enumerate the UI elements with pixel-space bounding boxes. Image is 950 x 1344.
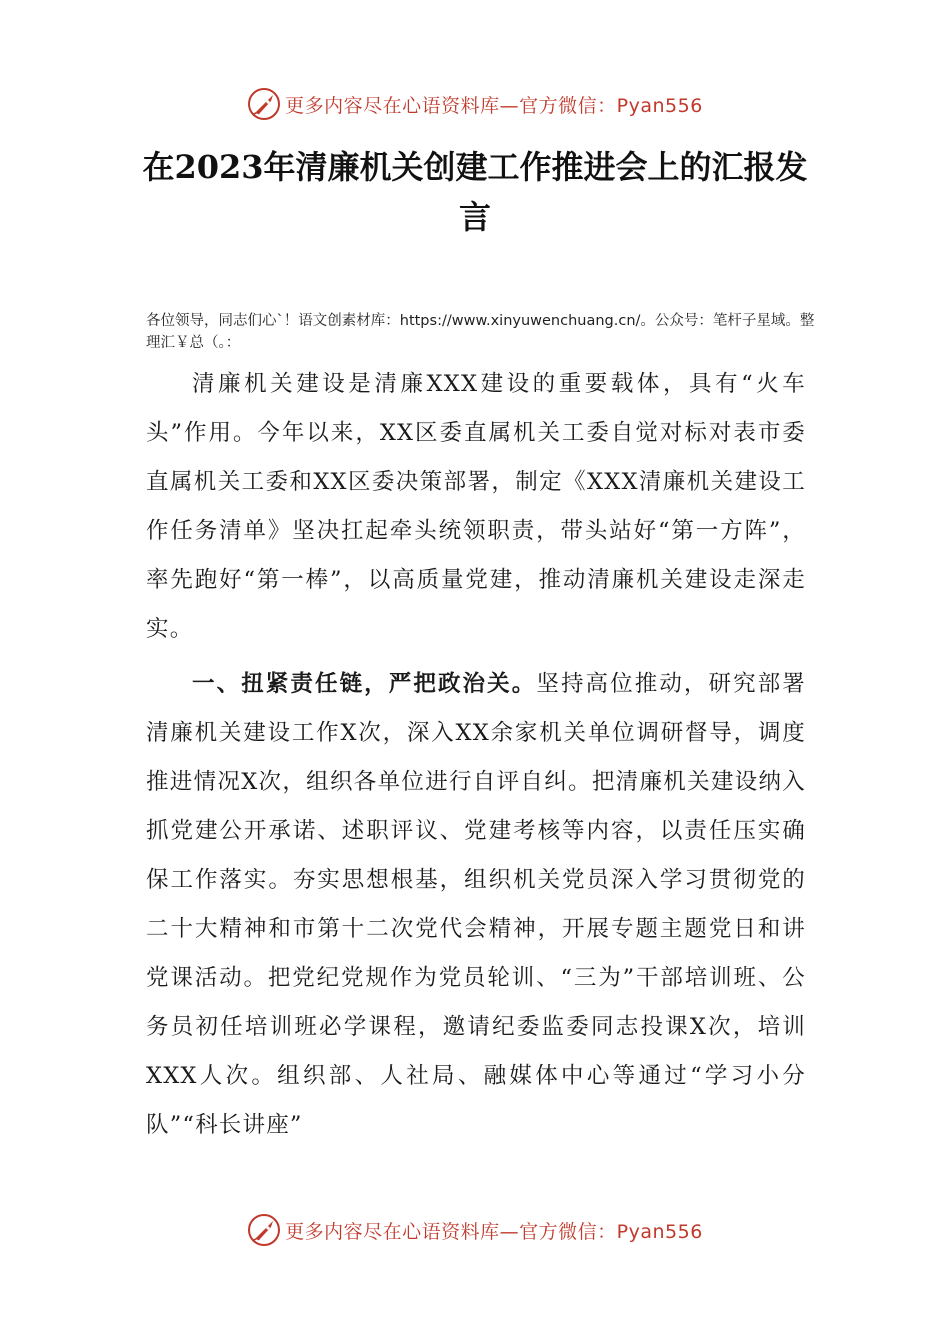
paragraph-section-1 — [146, 660, 806, 1150]
banner-text: 更多内容尽在心语资料库—官方微信：Pyan556 — [285, 94, 703, 117]
document-title: 在2023年清廉机关创建工作推进会上的汇报发言 — [142, 148, 808, 236]
section-heading: 一、扭紧责任链，严把政治关。 — [192, 671, 537, 697]
paragraph-intro: 清廉机关建设是清廉XXX建设的重要载体，具有“火车头”作用。今年以来，XX区委直属机关工委自觉对标对表市委直属机关工委和XX区委决策部署，制定《XXX清廉机关建设工作任务清单》坚决扛起牵头统领职责，带头站好“第一方阵”，率先跑好“第一棒”，以高质量党建，推动清廉机关建设走深走实。 — [146, 371, 806, 642]
header-watermark-banner — [0, 84, 950, 124]
footer-watermark-banner — [0, 1210, 950, 1250]
pen-nib-logo-icon — [247, 1213, 281, 1247]
intro-line: 各位领导，同志们心`！语文创素材库：https://www.xinyuwenchuang.cn/。公众号：笔杆子星域。整理汇￥总（。： — [146, 313, 815, 351]
banner-text: 更多内容尽在心语资料库—官方微信：Pyan556 — [285, 1220, 703, 1243]
section-body: 坚持高位推动，研究部署清廉机关建设工作X次，深入XX余家机关单位调研督导，调度推进情况X次，组织各单位进行自评自纠。把清廉机关建设纳入抓党建公开承诺、述职评议、党建考核等内容，以责任压实确保工作落实。夯实思想根基，组织机关党员深入学习贯彻党的二十大精神和市第十二次党代会精神，开展专题主题党日和讲党课活动。把党纪党规作为党员轮训、“三为”干部培训班、公务员初任培训班必学课程，邀请纪委监委同志投课X次，培训XXX人次。组织部、人社局、融媒体中心等通过“学习小分队”“科长讲座” — [146, 671, 806, 1138]
pen-nib-logo-icon — [247, 87, 281, 121]
